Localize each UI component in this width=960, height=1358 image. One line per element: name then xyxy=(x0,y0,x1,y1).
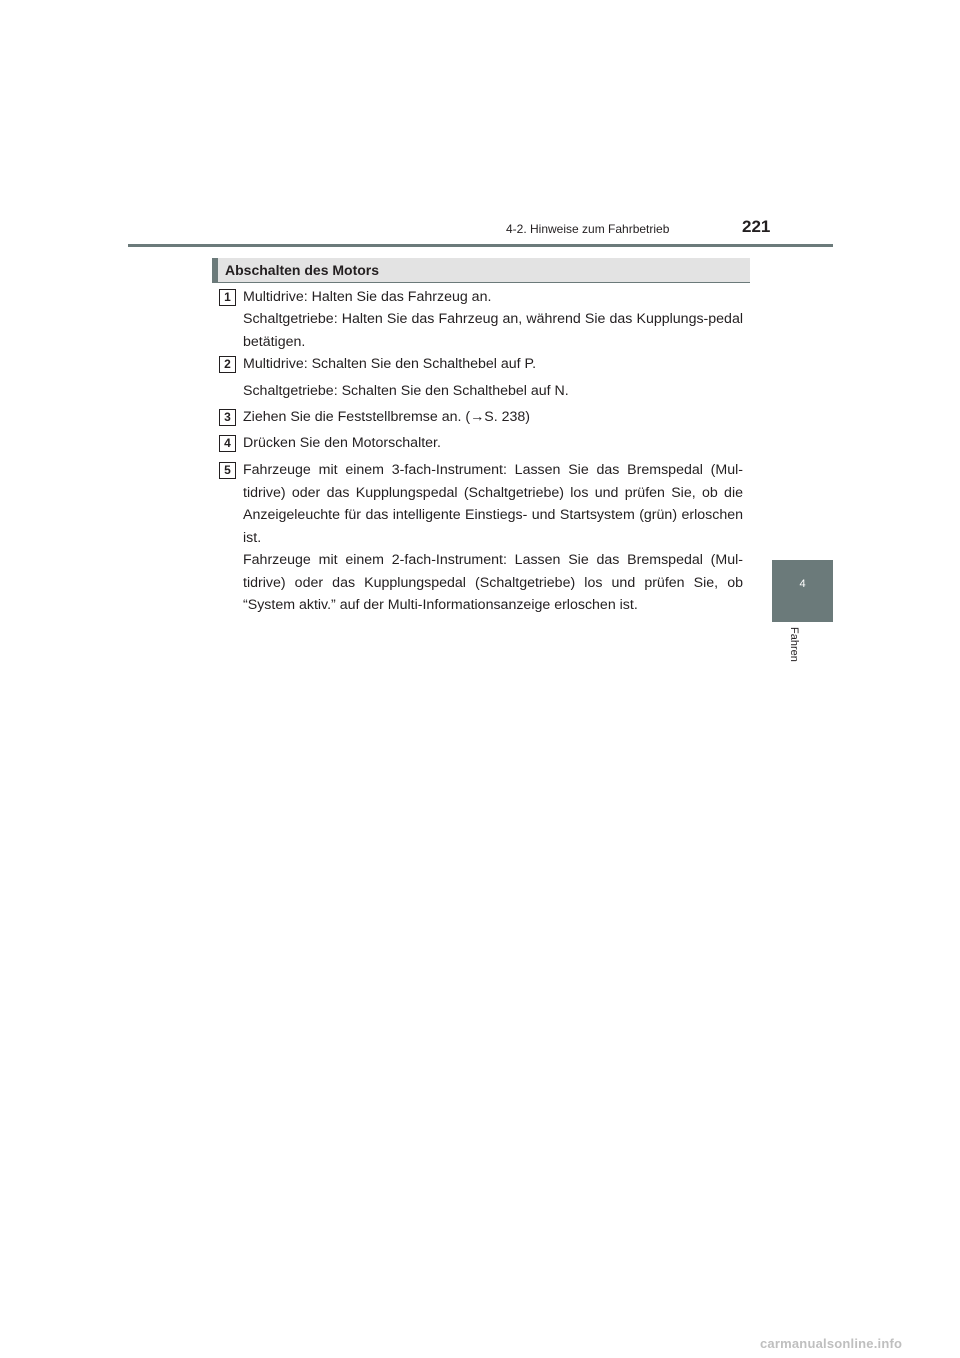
step-number-badge: 2 xyxy=(219,356,236,373)
section-heading xyxy=(212,258,750,283)
step-text: Schaltgetriebe: Schalten Sie den Schalthebel auf N. xyxy=(243,383,569,399)
step-text: Fahrzeuge mit einem 2-fach-Instrument: Lassen Sie das Bremspedal (Mul-tidrive) oder das Kupplungspedal (Schaltgetriebe) los und prüfen Sie, ob “System aktiv.” auf der Multi-Informationsanzeige erloschen ist. xyxy=(243,552,743,613)
section-heading-bar xyxy=(212,258,218,282)
step-number-badge: 4 xyxy=(219,435,236,452)
chapter-number: 4 xyxy=(799,578,806,590)
step-text: Fahrzeuge mit einem 3-fach-Instrument: Lassen Sie das Bremspedal (Mul-tidrive) oder das Kupplungspedal (Schaltgetriebe) los und prüfen Sie, ob die Anzeigeleuchte für das intelligente Einstiegs- und Startsystem (grün) erloschen ist. xyxy=(243,462,743,546)
step-text: Multidrive: Halten Sie das Fahrzeug an. xyxy=(243,289,492,305)
page-number: 221 xyxy=(742,217,771,236)
step-number-badge: 1 xyxy=(219,289,236,306)
step-text: Multidrive: Schalten Sie den Schalthebel auf P. xyxy=(243,356,537,372)
chapter-label-text: Fahren xyxy=(788,627,800,662)
step-text: Drücken Sie den Motorschalter. xyxy=(243,435,441,451)
step-text: Ziehen Sie die Feststellbremse an. (→S. 238) xyxy=(243,409,531,425)
header-rule xyxy=(128,244,833,247)
section-title: Abschalten des Motors xyxy=(225,262,380,278)
step-number-badge: 5 xyxy=(219,462,236,479)
chapter-label xyxy=(789,627,803,677)
step-text: Schaltgetriebe: Halten Sie das Fahrzeug an, während Sie das Kupplungs-pedal betätigen. xyxy=(243,311,743,350)
step-number-badge: 3 xyxy=(219,409,236,426)
chapter-tab xyxy=(772,560,833,622)
header-section-title: 4-2. Hinweise zum Fahrbetrieb xyxy=(506,222,670,236)
watermark-logo: carmanualsonline.info xyxy=(760,1336,903,1351)
